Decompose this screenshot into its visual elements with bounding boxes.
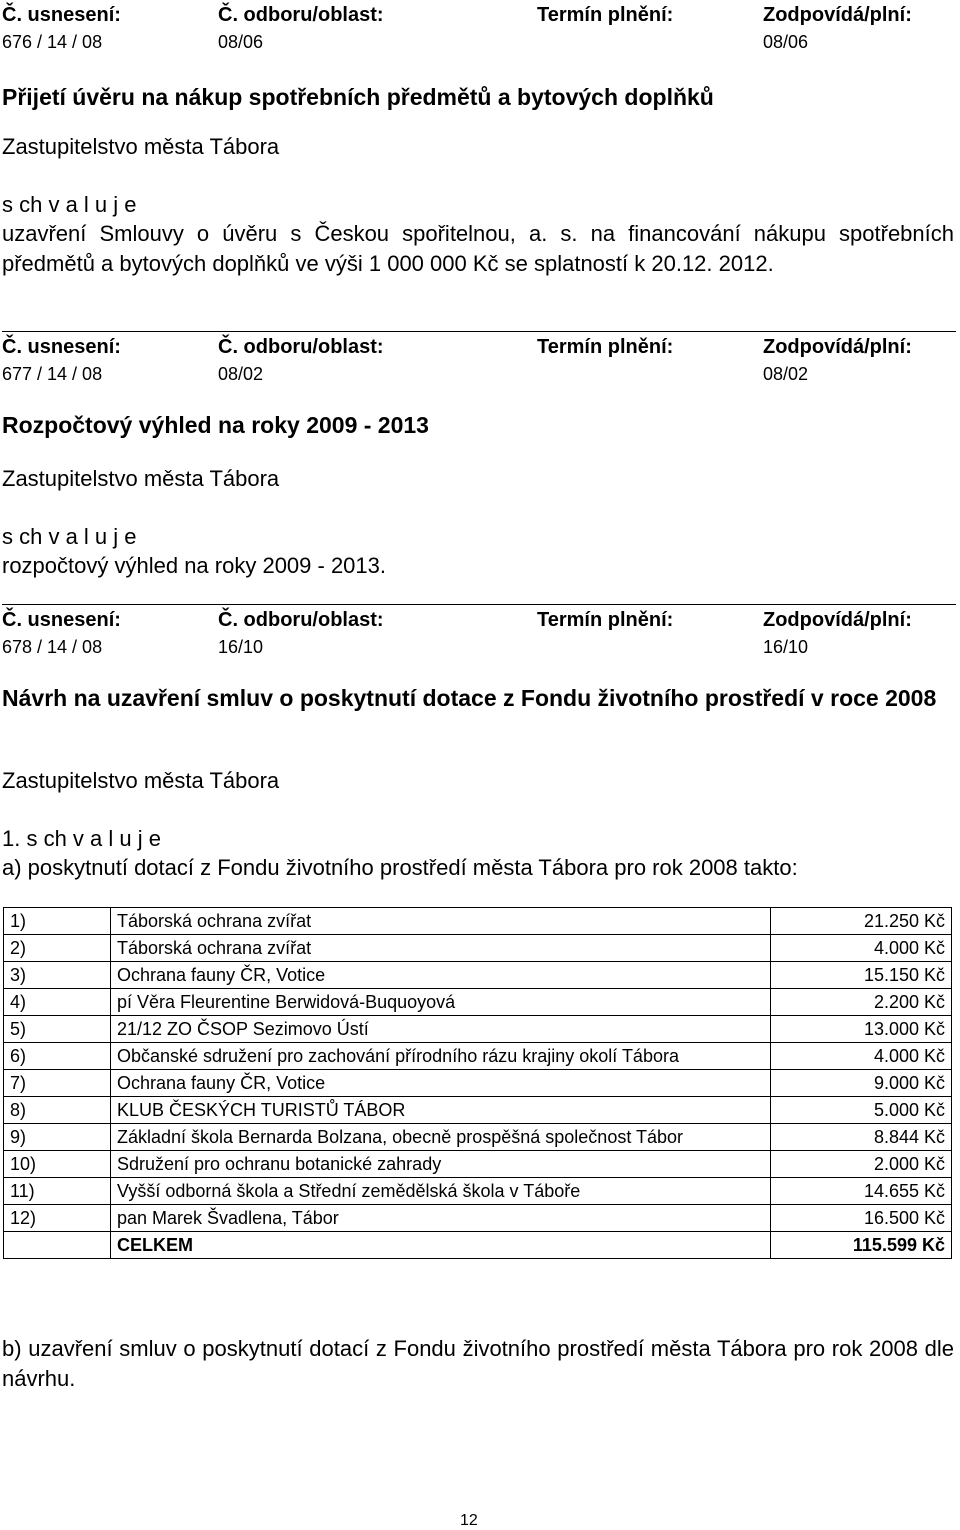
grant-number: 1) [4,908,111,935]
grants-table [3,907,952,1259]
table-row [4,1178,952,1205]
section-divider [2,604,956,605]
deadline-label: Termín plnění: [537,4,674,26]
table-row [4,1097,952,1124]
table-row [4,1151,952,1178]
grant-amount: 15.150 Kč [771,962,952,989]
deadline-label: Termín plnění: [537,336,674,358]
grants-table-body [4,908,952,1259]
resolution-header-values [0,32,960,58]
resolution-label: Č. usnesení: [2,609,121,631]
resolution-text-b: b) uzavření smluv o poskytnutí dotací z Fondu životního prostředí města Tábora pro rok 2008 dle návrhu. [2,1336,954,1391]
table-row [4,935,952,962]
grant-amount: 5.000 Kč [771,1097,952,1124]
total-spacer [4,1232,111,1259]
grant-amount: 4.000 Kč [771,1043,952,1070]
resolution-number: 678 / 14 / 08 [2,637,103,657]
responsible-value: 16/10 [763,637,809,657]
grant-recipient: Ochrana fauny ČR, Votice [111,1070,771,1097]
table-total-row [4,1232,952,1259]
council-name: Zastupitelstvo města Tábora [2,134,280,159]
department-value: 08/02 [218,364,264,384]
responsible-value: 08/06 [763,32,809,52]
approval-verb: s ch v a l u j e [2,524,137,549]
grant-number: 8) [4,1097,111,1124]
grant-amount: 2.200 Kč [771,989,952,1016]
grant-recipient: pan Marek Švadlena, Tábor [111,1205,771,1232]
department-label: Č. odboru/oblast: [218,4,384,26]
total-amount: 115.599 Kč [771,1232,952,1259]
grant-recipient: Základní škola Bernarda Bolzana, obecně prospěšná společnost Tábor [111,1124,771,1151]
deadline-label: Termín plnění: [537,609,674,631]
grant-amount: 4.000 Kč [771,935,952,962]
responsible-label: Zodpovídá/plní: [763,609,912,631]
grant-amount: 14.655 Kč [771,1178,952,1205]
resolution-label: Č. usnesení: [2,4,121,26]
resolution-header-values [0,364,960,390]
resolution-text: rozpočtový výhled na roky 2009 - 2013. [2,553,387,578]
department-value: 08/06 [218,32,264,52]
resolution-label: Č. usnesení: [2,336,121,358]
grant-number: 7) [4,1070,111,1097]
grant-recipient: Občanské sdružení pro zachování přírodního rázu krajiny okolí Tábora [111,1043,771,1070]
table-row [4,1043,952,1070]
table-row [4,1205,952,1232]
total-label: CELKEM [111,1232,771,1259]
grant-amount: 2.000 Kč [771,1151,952,1178]
grant-amount: 16.500 Kč [771,1205,952,1232]
table-row [4,1070,952,1097]
grant-recipient: KLUB ČESKÝCH TURISTŮ TÁBOR [111,1097,771,1124]
resolution-header-labels [0,336,960,362]
grant-number: 5) [4,1016,111,1043]
council-name: Zastupitelstvo města Tábora [2,768,280,793]
department-label: Č. odboru/oblast: [218,336,384,358]
resolution-text: uzavření Smlouvy o úvěru s Českou spořitelnou, a. s. na financování nákupu spotřebních předmětů a bytových doplňků ve výši 1 000 000 Kč se splatností k 20.12. 2012. [2,221,954,276]
resolution-header-values [0,637,960,663]
approval-verb: 1. s ch v a l u j e [2,826,161,851]
grant-number: 2) [4,935,111,962]
responsible-label: Zodpovídá/plní: [763,4,912,26]
grant-number: 9) [4,1124,111,1151]
grant-amount: 9.000 Kč [771,1070,952,1097]
section-title: Návrh na uzavření smluv o poskytnutí dotace z Fondu životního prostředí v roce 2008 [2,685,937,711]
resolution-number: 676 / 14 / 08 [2,32,103,52]
grant-recipient: Ochrana fauny ČR, Votice [111,962,771,989]
grant-amount: 13.000 Kč [771,1016,952,1043]
grant-number: 10) [4,1151,111,1178]
page-number: 12 [460,1512,478,1529]
grant-number: 4) [4,989,111,1016]
approval-verb: s ch v a l u j e [2,192,137,217]
grant-number: 6) [4,1043,111,1070]
department-label: Č. odboru/oblast: [218,609,384,631]
section-title: Rozpočtový výhled na roky 2009 - 2013 [2,412,429,438]
section-title: Přijetí úvěru na nákup spotřebních předmětů a bytových doplňků [2,84,714,110]
grant-recipient: Sdružení pro ochranu botanické zahrady [111,1151,771,1178]
grant-recipient: Vyšší odborná škola a Střední zemědělská škola v Táboře [111,1178,771,1205]
resolution-text-a: a) poskytnutí dotací z Fondu životního prostředí města Tábora pro rok 2008 takto: [2,855,798,880]
resolution-number: 677 / 14 / 08 [2,364,103,384]
department-value: 16/10 [218,637,264,657]
grant-number: 11) [4,1178,111,1205]
grant-number: 3) [4,962,111,989]
grant-recipient: pí Věra Fleurentine Berwidová-Buquoyová [111,989,771,1016]
grant-recipient: Táborská ochrana zvířat [111,935,771,962]
council-name: Zastupitelstvo města Tábora [2,466,280,491]
resolution-header-labels [0,4,960,30]
resolution-header-labels [0,609,960,635]
table-row [4,989,952,1016]
grant-recipient: 21/12 ZO ČSOP Sezimovo Ústí [111,1016,771,1043]
table-row [4,962,952,989]
responsible-label: Zodpovídá/plní: [763,336,912,358]
responsible-value: 08/02 [763,364,809,384]
grant-amount: 21.250 Kč [771,908,952,935]
table-row [4,1124,952,1151]
grant-number: 12) [4,1205,111,1232]
grant-amount: 8.844 Kč [771,1124,952,1151]
table-row [4,1016,952,1043]
grant-recipient: Táborská ochrana zvířat [111,908,771,935]
section-divider [2,331,956,332]
table-row [4,908,952,935]
